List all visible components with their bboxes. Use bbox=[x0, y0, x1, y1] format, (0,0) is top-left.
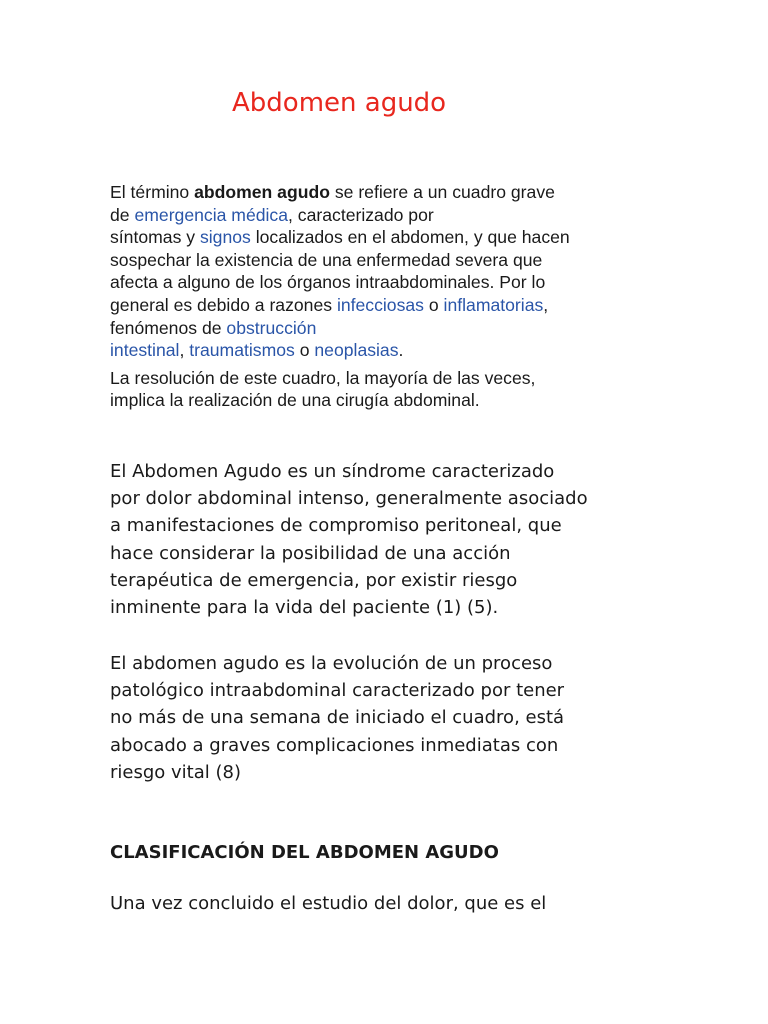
intro-line bbox=[110, 339, 670, 362]
section-heading: CLASIFICACIÓN DEL ABDOMEN AGUDO bbox=[110, 842, 499, 863]
text-run: El término bbox=[110, 182, 195, 202]
text-run: se refiere a un cuadro grave bbox=[329, 182, 555, 202]
paragraph-line: inminente para la vida del paciente (1) (5). bbox=[110, 597, 499, 619]
intro-line: implica la realización de una cirugía abdominal. bbox=[110, 390, 480, 411]
intro-section bbox=[110, 181, 670, 412]
paragraph-line: a manifestaciones de compromiso peritoneal, que bbox=[110, 515, 562, 537]
paragraph-line: Una vez concluido el estudio del dolor, que es el bbox=[110, 893, 547, 914]
text-run: , caracterizado por bbox=[288, 204, 434, 225]
page-title: Abdomen agudo bbox=[232, 88, 447, 118]
paragraph-line: hace considerar la posibilidad de una acción bbox=[110, 542, 511, 564]
paragraph-line: patológico intraabdominal caracterizado por tener bbox=[110, 680, 565, 702]
link-obstruccion[interactable]: obstrucción bbox=[226, 317, 317, 338]
text-run: localizados en el abdomen, y que hacen bbox=[250, 227, 570, 248]
intro-paragraph-2 bbox=[110, 367, 670, 412]
body-paragraph-2 bbox=[110, 650, 710, 786]
intro-line bbox=[110, 204, 670, 227]
link-emergencia-medica[interactable]: emergencia médica bbox=[134, 204, 289, 225]
text-run: o bbox=[423, 294, 444, 315]
body-paragraph-1 bbox=[110, 458, 710, 621]
link-infecciosas[interactable]: infecciosas bbox=[336, 294, 424, 315]
paragraph-line: abocado a graves complicaciones inmediatas con bbox=[110, 734, 559, 756]
link-intestinal[interactable]: intestinal bbox=[110, 340, 180, 361]
link-signos[interactable]: signos bbox=[199, 227, 251, 248]
intro-line bbox=[110, 317, 670, 340]
bold-term: abdomen agudo bbox=[194, 182, 330, 202]
paragraph-line: terapéutica de emergencia, por existir riesgo bbox=[110, 569, 518, 591]
text-run: , bbox=[179, 340, 190, 361]
paragraph-line: riesgo vital (8) bbox=[110, 761, 241, 783]
intro-paragraph bbox=[110, 181, 670, 362]
link-inflamatorias[interactable]: inflamatorias bbox=[443, 294, 544, 315]
paragraph-line: El abdomen agudo es la evolución de un proceso bbox=[110, 653, 553, 674]
intro-line bbox=[110, 181, 670, 204]
intro-line: sospechar la existencia de una enfermedad severa que bbox=[110, 249, 543, 270]
body-paragraph-3 bbox=[110, 890, 710, 917]
text-run: o bbox=[294, 340, 315, 361]
intro-line: La resolución de este cuadro, la mayoría de las veces, bbox=[110, 367, 536, 388]
intro-line bbox=[110, 294, 670, 317]
text-run: . bbox=[398, 340, 404, 361]
paragraph-line: no más de una semana de iniciado el cuadro, está bbox=[110, 707, 565, 729]
text-run: fenómenos de bbox=[110, 317, 227, 338]
link-neoplasias[interactable]: neoplasias bbox=[314, 340, 399, 361]
link-traumatismos[interactable]: traumatismos bbox=[189, 340, 295, 361]
paragraph-line: El Abdomen Agudo es un síndrome caracterizado bbox=[110, 461, 555, 482]
text-run: , bbox=[543, 294, 549, 315]
text-run: síntomas y bbox=[110, 227, 200, 248]
text-run: de bbox=[110, 204, 135, 225]
intro-line: afecta a alguno de los órganos intraabdominales. Por lo bbox=[110, 272, 546, 293]
text-run: general es debido a razones bbox=[110, 294, 337, 315]
intro-line bbox=[110, 226, 670, 249]
paragraph-line: por dolor abdominal intenso, generalmente asociado bbox=[110, 488, 588, 510]
